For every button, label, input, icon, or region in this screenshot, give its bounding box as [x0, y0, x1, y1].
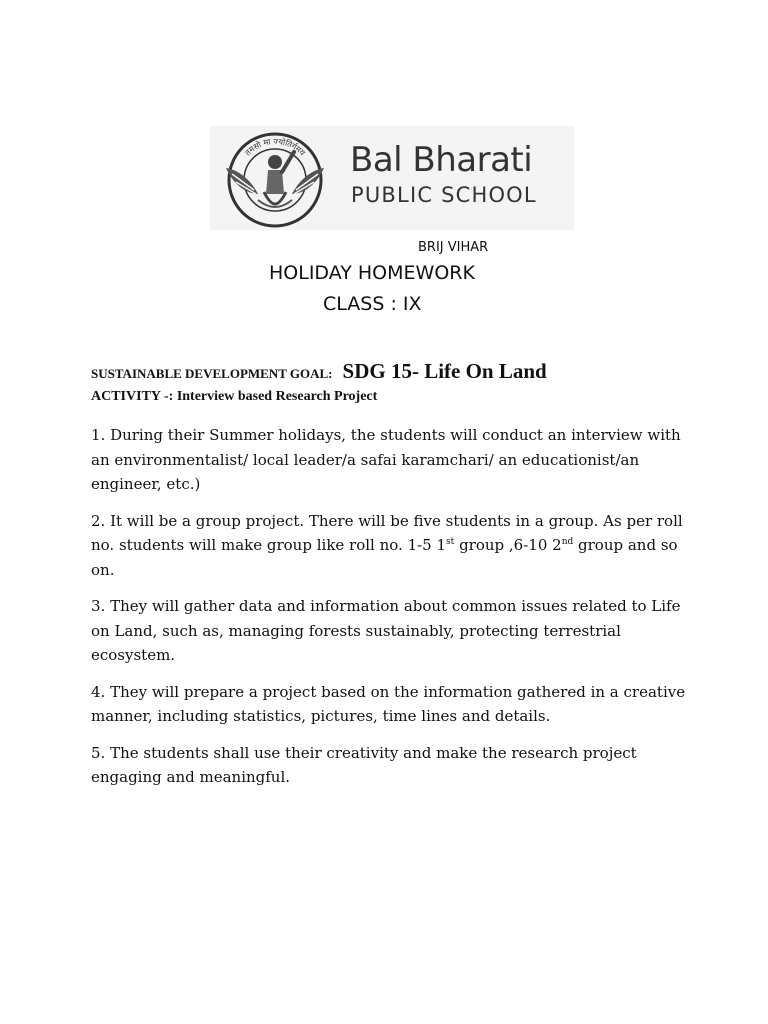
instruction-text: group ,6-10 2 [454, 536, 562, 554]
instruction-item: 3. They will gather data and information about common issues related to Life on Land, such as, managing forests sustainably, protecting terrestrial ecosystem. [91, 597, 681, 664]
instruction-text: 2. It will be a group project. There will be five students in a group. As per roll no. students will make group like roll no. 1-5 1 [91, 511, 683, 554]
page-title: HOLIDAY HOMEWORK [269, 262, 475, 284]
instruction-item [91, 509, 691, 583]
sdg-value: SDG 15- Life On Land [342, 359, 547, 383]
school-logo [210, 126, 574, 230]
branch-name: BRIJ VIHAR [418, 240, 489, 255]
instruction-item: 4. They will prepare a project based on the information gathered in a creative manner, including statistics, pictures, time lines and details. [91, 682, 686, 725]
svg-text:तमसो मा ज्योतिर्गमय: तमसो मा ज्योतिर्गमय [243, 136, 307, 158]
logo-school-subtitle: PUBLIC SCHOOL [351, 183, 537, 207]
school-emblem-icon [222, 128, 328, 228]
instruction-item: 1. During their Summer holidays, the students will conduct an interview with an environmentalist/ local leader/a safai karamchari/ an educationist/an engineer, etc.) [91, 426, 681, 493]
class-heading: CLASS : IX [323, 293, 422, 315]
instructions-list [91, 423, 691, 802]
activity-heading: ACTIVITY -: Interview based Research Project [91, 389, 378, 404]
instruction-item: 5. The students shall use their creativity and make the research project engaging and meaningful. [91, 743, 637, 786]
ordinal-suffix: st [446, 537, 455, 547]
sdg-label: SUSTAINABLE DEVELOPMENT GOAL: [91, 366, 333, 381]
sdg-row [91, 359, 547, 384]
logo-school-name: Bal Bharati [350, 140, 533, 180]
instruction-text: group and so on. [91, 536, 678, 579]
ordinal-suffix: nd [561, 537, 574, 547]
